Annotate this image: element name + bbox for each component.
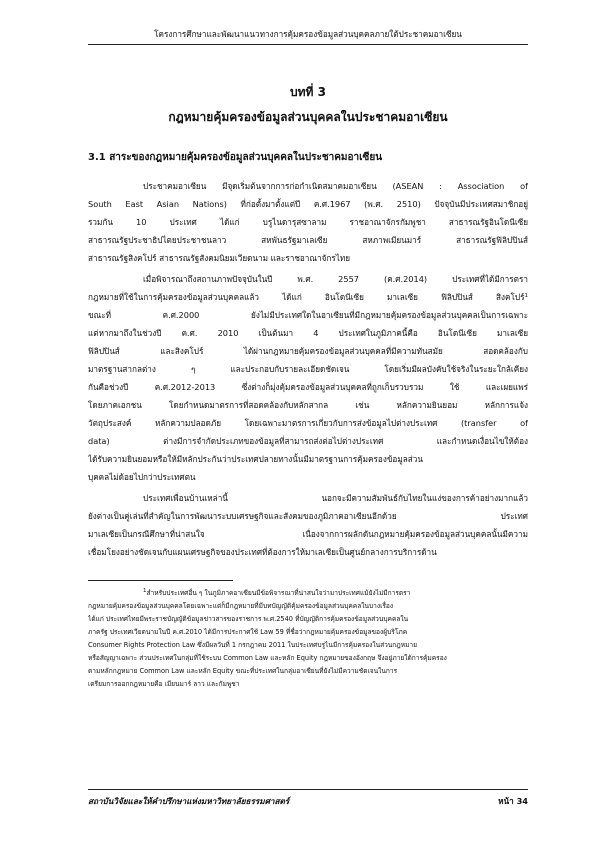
body-line: เมื่อพิจารณาถึงสถานภาพปัจจุบันในปี พ.ศ. 2557 (ค.ศ.2014) ประเทศที่ได้มีการตรา: [143, 274, 528, 284]
body-line: สาธารณรัฐสิงคโปร์ สาธารณรัฐสังคมนิยมเวียดนาม และราชอาณาจักรไทย: [88, 253, 351, 263]
body-line: บุคคลไม่ด้อยไปกว่าประเทศตน: [88, 472, 196, 482]
footnote-divider: [88, 580, 233, 581]
footnote-marker: 1: [143, 588, 147, 594]
body-line: แต่หากมาถึงในช่วงปี ค.ศ. 2010 เป็นต้นมา 4 ประเทศในภูมิภาคนี้คือ อินโดนีเซีย มาเลเซีย: [88, 328, 528, 338]
footnote-reference[interactable]: 1: [524, 293, 528, 299]
chapter-title: กฎหมายคุ้มครองข้อมูลส่วนบุคคลในประชาคมอาเซียน: [168, 110, 448, 124]
header-divider: [88, 44, 528, 45]
footnote-line: ได้แก่ ประเทศไทยมีพระราชบัญญัติข้อมูลข่าวสารของราชการ พ.ศ.2540 ที่บัญญัติการคุ้มครองข้อมูลส่วนบุคคลใน: [88, 615, 409, 623]
body-line: South East Asian Nations) ที่ก่อตั้งมาตั้งแต่ปี ค.ศ.1967 (พ.ศ. 2510) ปัจจุบันมีประเทศสมาชิกอยู่: [88, 199, 528, 209]
body-line-with-footnote-ref: [88, 288, 528, 306]
body-line: มาเลเซียเป็นกรณีศึกษาที่น่าสนใจ เนื่องจากการผลักดันกฎหมายคุ้มครองข้อมูลส่วนบุคคลนั้นมีความ: [88, 529, 528, 539]
footnote-line: ตามหลักกฎหมาย Common Law และหลัก Equity ขณะที่ประเทศในกลุ่มอาเซียนที่ยังไม่มีความชัดเจนในการ: [88, 667, 398, 675]
footnote-line: กฎหมายคุ้มครองข้อมูลส่วนบุคคลโดยเฉพาะแต่ก็มีกฎหมายที่มีบทบัญญัติคุ้มครองข้อมูลส่วนบุคคลในบางเรื่อง: [88, 602, 394, 610]
body-line: ได้รับความยินยอมหรือให้มีหลักประกันว่าประเทศปลายทางนั้นมีมาตรฐานการคุ้มครองข้อมูลส่วน: [88, 454, 423, 464]
body-line: ประชาคมอาเซียน มีจุดเริ่มต้นจากการก่อกำเนิดสมาคมอาเซียน (ASEAN : Association of: [143, 181, 528, 191]
footnote-text: สำหรับประเทศอื่น ๆ ในภูมิภาคอาเซียนมีข้อพิจารณาที่น่าสนใจว่ามาประเทศแม้ยังไม่มีการตรา: [146, 589, 411, 597]
body-line: โดยภาคเอกชน โดยกำหนดมาตรการที่สอดคล้องกับหลักสากล เช่น หลักความยินยอม หลักการแจ้ง: [88, 400, 528, 410]
body-line-text: กฎหมายที่ใช้ในการคุ้มครองข้อมูลส่วนบุคคลแล้ว ได้แก่ อินโดนีเซีย มาเลเซีย ฟิลิปปินส์ สิงคโปร์: [88, 292, 525, 302]
footer-institution: สถาบันวิจัยและให้คำปรึกษาแห่งมหาวิทยาลัยธรรมศาสตร์: [88, 796, 290, 806]
body-line: สาธารณรัฐประชาธิปไตยประชาชนลาว สหพันธรัฐมาเลเซีย สหภาพเมียนมาร์ สาธารณรัฐฟิลิปปินส์: [88, 235, 528, 245]
body-line: เชื่อมโยงอย่างชัดเจนกับแผนเศรษฐกิจของประเทศที่ต้องการให้มาเลเซียเป็นศูนย์กลางการบริการด้าน: [88, 547, 437, 557]
body-line: ขณะที่ ค.ศ.2000 ยังไม่มีประเทศใดในอาเซียนที่มีกฎหมายคุ้มครองข้อมูลส่วนบุคคลเป็นการเฉพาะ: [88, 310, 528, 320]
footnote-line: หรือสัญญาเฉพาะ ส่วนประเทศในกลุ่มที่ใช้ระบบ Common Law และหลัก Equity กฎหมายของอังกฤษ จึงอยู่ภายใต้การคุ้มครอง: [88, 654, 447, 662]
body-line: data) ต่างมีการจำกัดประเภทของข้อมูลที่สามารถส่งต่อไปต่างประเทศ และกำหนดเงื่อนไขให้ต้อง: [88, 436, 528, 446]
body-line: วัตถุประสงค์ หลักความปลอดภัย โดยเฉพาะมาตรการเกี่ยวกับการส่งข้อมูลไปต่างประเทศ (transfer of: [88, 418, 528, 428]
body-line: ยังต่างเป็นคู่เล่นที่สำคัญในการพัฒนาระบบเศรษฐกิจและสังคมของภูมิภาคอาเซียนอีกด้วย ประเทศ: [88, 511, 528, 521]
footnote-line: ภาครัฐ ประเทศเวียดนามในปี ค.ศ.2010 ได้มีการประกาศใช้ Law 59 ที่ชื่อว่ากฎหมายคุ้มครองข้อมูลของผู้บริโภค: [88, 628, 408, 636]
footnote-line: เตรียมการออกกฎหมายคือ เมียนมาร์ ลาว และกัมพูชา: [88, 680, 240, 688]
body-line: มาตรฐานสากลต่าง ๆ และประกอบกับรายละเอียดชัดเจน โดยเริ่มมีผลบังคับใช้จริงในระยะใกล้เคียง: [88, 364, 528, 374]
footnote-line: [143, 587, 528, 599]
section-heading: 3.1 สาระของกฎหมายคุ้มครองข้อมูลส่วนบุคคลในประชาคมอาเซียน: [88, 152, 383, 163]
running-header: โครงการศึกษาและพัฒนาแนวทางการคุ้มครองข้อมูลส่วนบุคคลภายใต้ประชาคมอาเซียน: [154, 29, 462, 39]
page-number: หน้า 34: [498, 796, 528, 806]
body-line: ประเทศเพื่อนบ้านเหล่านี้ นอกจะมีความสัมพันธ์กับไทยในแง่ของการค้าอย่างมากแล้ว: [143, 493, 528, 503]
body-line: รวมกัน 10 ประเทศ ได้แก่ บรูไนดารุสซาลาม ราชอาณาจักรกัมพูชา สาธารณรัฐอินโดนีเซีย: [88, 217, 528, 227]
body-line: กันคือช่วงปี ค.ศ.2012-2013 ซึ่งต่างก็มุ่งคุ้มครองข้อมูลส่วนบุคคลที่ถูกเก็บรวบรวม ใช้ และเผยแพร่: [88, 382, 528, 392]
body-line: ฟิลิปปินส์ และสิงคโปร์ ได้ผ่านกฎหมายคุ้มครองข้อมูลส่วนบุคคลที่มีความทันสมัย สอดคล้องกับ: [88, 346, 528, 356]
chapter-number: บทที่ 3: [290, 85, 326, 99]
footnote-line: Consumer Rights Protection Law ซึ่งมีผลวันที่ 1 กรกฎาคม 2011 ในประเทศบรูไนมีการคุ้มครองในส่วนกฎหมาย: [88, 641, 417, 649]
footer-divider: [88, 789, 528, 790]
